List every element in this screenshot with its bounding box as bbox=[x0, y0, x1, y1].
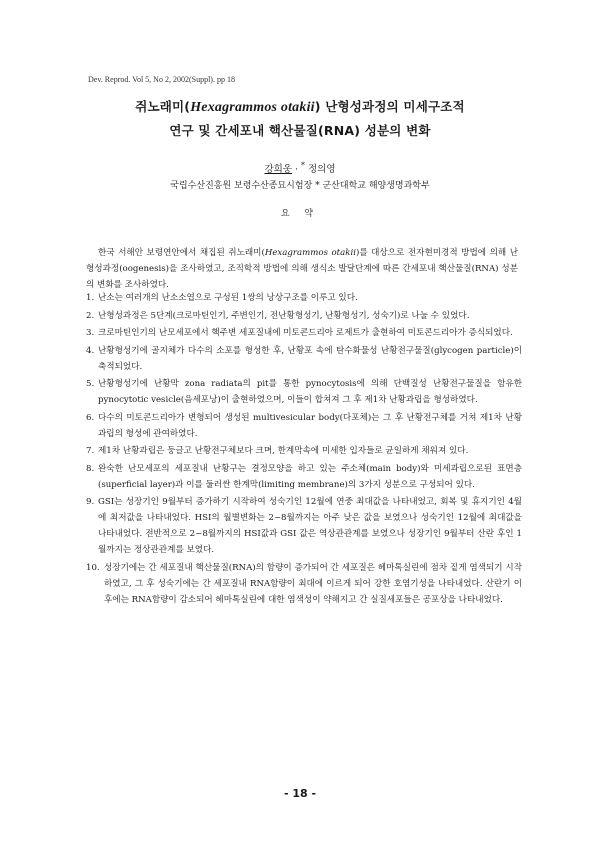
author-first: 강희웅 bbox=[264, 164, 292, 176]
list-item bbox=[86, 343, 522, 375]
list-item bbox=[86, 376, 522, 408]
abstract-intro bbox=[86, 245, 518, 293]
list-item-text: GSI는 성장기인 9월부터 증가하기 시작하여 성숙기인 12월에 연중 최대값을 나타내었고, 회복 및 휴지기인 4월에 최저값을 나타내었다. HSI의 월별변화는 2~8월까지는 아주 낮은 값을 보였으나 성숙기인 12월에 최대값을 나타내었다. 전반적으로 2~8월까지의 HSI값과 GSI 값은 역상관관계를 보였으나 성장기인 9월부터 산란 후인 1월까지는 정상관관계를 보였다. bbox=[98, 497, 522, 555]
list-item bbox=[86, 443, 522, 459]
list-item-number: 10. bbox=[86, 562, 100, 573]
list-item-number: 4. bbox=[86, 345, 95, 356]
intro-species: Hexagrammos otakii bbox=[264, 247, 356, 258]
author-mark: * bbox=[301, 161, 305, 170]
list-item-text: 제1차 난황과립은 둥글고 난황전구체보다 크며, 한계막속에 미세한 입자들로 균일하게 채워져 있다. bbox=[98, 446, 469, 456]
list-item bbox=[86, 290, 522, 306]
list-item-text: 난황형성기에 난황막 zona radiata의 pit를 통한 pynocytosis에 의해 단백질성 난황전구물질을 함유한 pynocytotic vesicle(음세포낭)이 출현하였으며, 이들이 합쳐져 그 후 제1차 난황과립을 형성하였다. bbox=[98, 379, 522, 405]
list-item-text: 다수의 미토콘드리아가 변형되어 생성된 multivesicular body(다포체)는 그 후 난황전구체를 거쳐 제1차 난황과립의 형성에 관여하였다. bbox=[98, 412, 522, 439]
list-item-text: 성장기에는 간 세포질내 핵산물질(RNA)의 함량이 증가되어 간 세포질은 헤마톡실린에 점차 짙게 염색되기 시작하였고, 그 후 성숙기에는 간 세포질내 RNA함량이 최대에 이르게 되어 강한 호염기성을 나타내었다. 산란기 이후에는 RNA함량이 감소되어 헤마톡실린에 대한 염색성이 약해지고 간 실질세포들은 공포상을 나타내었다. bbox=[104, 562, 522, 605]
list-item-number: 2. bbox=[86, 310, 95, 321]
title-species: Hexagrammos otakii bbox=[190, 100, 315, 115]
list-item bbox=[86, 494, 522, 558]
affiliation: 국립수산진흥원 보령수산종묘시험장 * 군산대학교 해양생명과학부 bbox=[170, 181, 430, 191]
list-item-text: 난소는 여러개의 난소소엽으로 구성된 1쌍의 낭상구조를 이루고 있다. bbox=[98, 293, 358, 303]
journal-header: Dev. Reprod. Vol 5, No 2, 2002(Suppl). pp 18 bbox=[88, 75, 235, 84]
list-item-text: 난황형성기에 골지체가 다수의 소포를 형성한 후, 난황포 속에 탄수화물성 난황전구물질(glycogen particle)이 축적되었다. bbox=[98, 345, 522, 372]
list-item bbox=[86, 410, 522, 442]
title-line-2: 연구 및 간세포내 핵산물질(RNA) 성분의 변화 bbox=[169, 123, 431, 138]
list-item-number: 3. bbox=[86, 328, 95, 338]
list-item-text: 완숙한 난모세포의 세포질내 난황구는 결정모양을 하고 있는 주소체(main body)와 미세과립으로된 표면층(superficial layer)과 이를 둘러싼 한계막(limiting membrane)의 3가지 성분으로 구성되어 있다. bbox=[98, 463, 522, 490]
list-item bbox=[86, 560, 522, 608]
author-separator: · bbox=[291, 164, 302, 176]
intro-post: )를 대상으로 전자현미경적 방법에 의해 난형성과정(oogenesis)을 조사하였고, 조직학적 방법에 의해 생식소 발달단계에 따른 간세포내 핵산물질(RNA) 성분의 변화를 조사하였다. bbox=[86, 247, 518, 290]
list-item-number: 9. bbox=[86, 497, 95, 507]
title-line-1 bbox=[0, 97, 600, 116]
list-item bbox=[86, 325, 522, 341]
author-second: 정의영 bbox=[304, 164, 336, 176]
findings-list bbox=[86, 290, 522, 609]
list-item-number: 8. bbox=[86, 463, 95, 474]
list-item bbox=[86, 308, 522, 324]
list-item-text: 크로마틴인기의 난모세포에서 핵주변 세포질내에 미토콘드리아 로제트가 출현하여 미토콘드리아가 증식되었다. bbox=[98, 328, 513, 338]
page-number: - 18 - bbox=[283, 787, 317, 800]
title-suffix: ) 난형성과정의 미세구조적 bbox=[314, 99, 465, 114]
intro-pre: 한국 서해안 보령연안에서 채집된 쥐노래미( bbox=[98, 247, 265, 258]
list-item-number: 6. bbox=[86, 412, 95, 423]
title-prefix: 쥐노래미( bbox=[135, 99, 191, 114]
list-item-number: 5. bbox=[86, 379, 95, 389]
list-item-number: 1. bbox=[86, 293, 95, 303]
list-item-number: 7. bbox=[86, 446, 95, 456]
list-item bbox=[86, 461, 522, 493]
list-item-text: 난형성과정은 5단계(크로마틴인기, 주변인기, 전난황형성기, 난황형성기, 성숙기)로 나눌 수 있었다. bbox=[98, 310, 470, 321]
author-line bbox=[0, 161, 600, 175]
abstract-heading: 요 약 bbox=[280, 209, 320, 219]
